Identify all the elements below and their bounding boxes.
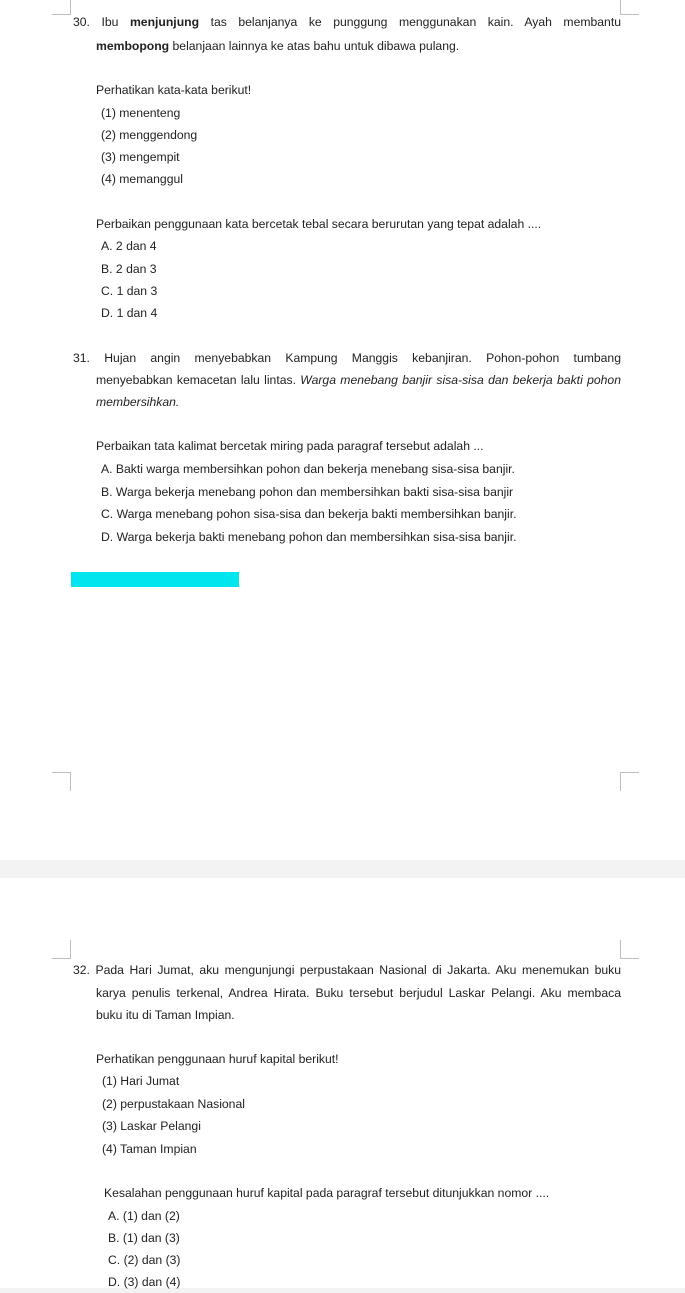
q32-item-1: (1) Hari Jumat (102, 1074, 180, 1088)
q30-question: Perbaikan penggunaan kata bercetak tebal secara berurutan yang tepat adalah .... (96, 217, 542, 231)
q30-bold-word-1: menjunjung (129, 15, 200, 29)
q30-word-2: (2) menggendong (101, 128, 198, 142)
q32-item-3: (3) Laskar Pelangi (102, 1119, 201, 1133)
q32-option-c[interactable]: C. (2) dan (3) (108, 1253, 181, 1267)
q32-option-d[interactable]: D. (3) dan (4) (108, 1275, 181, 1289)
q31-text: Hujan angin menyebabkan Kampung Manggis kebanjiran. Pohon-pohon tumbang (104, 351, 621, 365)
cyan-highlight-bar (71, 572, 239, 587)
q32-item-4: (4) Taman Impian (102, 1142, 197, 1156)
q31-option-b[interactable]: B. Warga bekerja menebang pohon dan membersihkan bakti sisa-sisa banjir (101, 485, 514, 499)
q31-number: 31. (73, 351, 90, 365)
page-corner-mark (620, 772, 639, 791)
q30-prompt: Perhatikan kata-kata berikut! (96, 83, 252, 97)
q32-option-b[interactable]: B. (1) dan (3) (108, 1231, 180, 1245)
q32-paragraph-line-1 (73, 959, 621, 981)
page-corner-mark (52, 940, 71, 959)
q30-option-b[interactable]: B. 2 dan 3 (101, 262, 157, 276)
q30-paragraph-line-2 (96, 35, 459, 57)
q31-question: Perbaikan tata kalimat bercetak miring pada paragraf tersebut adalah ... (96, 439, 484, 453)
q32-item-2: (2) perpustakaan Nasional (102, 1097, 245, 1111)
page-corner-mark (52, 772, 71, 791)
q31-italic-sentence-end: membersihkan. (96, 395, 180, 409)
page-corner-mark (620, 0, 639, 15)
q30-word-4: (4) memanggul (101, 172, 183, 186)
q30-text: tas belanjanya ke punggung menggunakan kain. Ayah membantu (210, 15, 621, 29)
q32-question: Kesalahan penggunaan huruf kapital pada paragraf tersebut ditunjukkan nomor .... (104, 1186, 550, 1200)
q32-text: Pada Hari Jumat, aku mengunjungi perpustakaan Nasional di Jakarta. Aku menemukan buku (95, 963, 622, 977)
q31-option-d[interactable]: D. Warga bekerja bakti menebang pohon dan membersihkan sisa-sisa banjir. (101, 530, 517, 544)
q32-prompt: Perhatikan penggunaan huruf kapital berikut! (96, 1052, 339, 1066)
q32-number: 32. (73, 963, 90, 977)
q31-option-c[interactable]: C. Warga menebang pohon sisa-sisa dan bekerja bakti membersihkan banjir. (101, 507, 517, 521)
q31-paragraph-line-3 (96, 391, 179, 413)
q30-word-1: (1) menenteng (101, 106, 181, 120)
page-corner-mark (620, 940, 639, 959)
q30-paragraph-line-1 (73, 11, 621, 33)
q30-word-3: (3) mengempit (101, 150, 180, 164)
q31-paragraph-line-2 (96, 369, 621, 391)
q31-option-a[interactable]: A. Bakti warga membersihkan pohon dan bekerja menebang sisa-sisa banjir. (101, 462, 515, 476)
q30-option-a[interactable]: A. 2 dan 4 (101, 239, 157, 253)
q32-paragraph-line-3: buku itu di Taman Impian. (96, 1008, 235, 1022)
q32-paragraph-line-2: karya penulis terkenal, Andrea Hirata. Buku tersebut berjudul Laskar Pelangi. Aku membaca (96, 986, 621, 1000)
q30-text: belanjaan lainnya ke atas bahu untuk dibawa pulang. (172, 39, 460, 53)
q31-italic-sentence: Warga menebang banjir sisa-sisa dan bekerja bakti pohon (300, 373, 621, 387)
q31-text: menyebabkan kemacetan lalu lintas. (96, 373, 296, 387)
page-corner-mark (52, 0, 71, 15)
q32-option-a[interactable]: A. (1) dan (2) (108, 1209, 180, 1223)
q30-bold-word-2: membopong (96, 39, 170, 53)
document-page-2 (0, 878, 685, 1288)
q30-option-d[interactable]: D. 1 dan 4 (101, 306, 158, 320)
q30-text: Ibu (101, 15, 119, 29)
q30-number: 30. (73, 15, 90, 29)
q31-paragraph-line-1 (73, 347, 621, 369)
q30-option-c[interactable]: C. 1 dan 3 (101, 284, 158, 298)
